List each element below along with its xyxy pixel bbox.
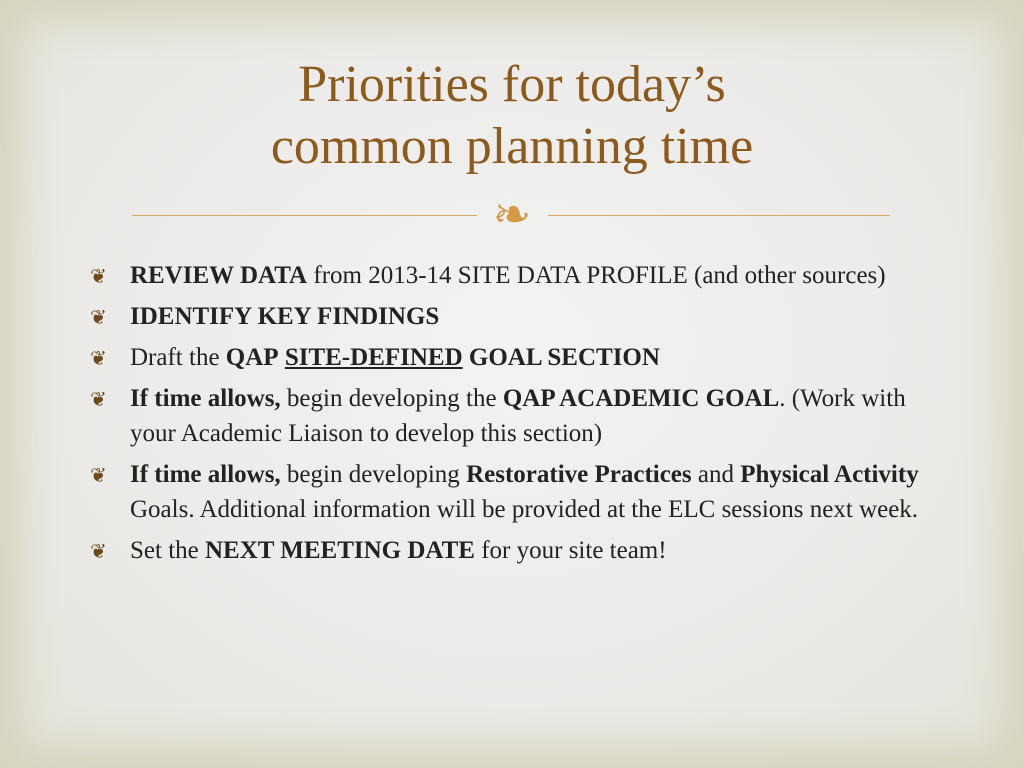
bullet-2-bold: IDENTIFY KEY FINDINGS bbox=[130, 303, 440, 330]
bullet-1-bold: REVIEW DATA bbox=[130, 262, 308, 289]
slide-title bbox=[0, 54, 1024, 178]
ornamental-leaf-bullet-icon: ❦ bbox=[90, 264, 107, 288]
ornamental-leaf-bullet-icon: ❦ bbox=[90, 539, 107, 563]
bullet-6-text-2: for your site team! bbox=[474, 537, 667, 564]
bullet-6-bold: NEXT MEETING DATE bbox=[205, 537, 475, 564]
ornamental-leaf-bullet-icon: ❦ bbox=[90, 463, 107, 487]
title-divider-right bbox=[548, 215, 890, 216]
title-line-2: common planning time bbox=[270, 118, 754, 175]
bullet-5-bold-1: If time allows, bbox=[130, 461, 281, 488]
list-item bbox=[90, 457, 950, 527]
title-line-1: Priorities for today’s bbox=[298, 56, 726, 113]
bullet-3-underlined: SITE-DEFINED bbox=[284, 344, 463, 371]
bullet-3-bold-1: QAP bbox=[225, 344, 279, 371]
bullet-5-text-2: and bbox=[691, 461, 741, 488]
list-item bbox=[90, 381, 950, 451]
bullet-4-text-1: begin developing the bbox=[280, 385, 503, 412]
list-item bbox=[90, 533, 950, 568]
list-item bbox=[90, 299, 950, 334]
bullet-1-text: from 2013-14 SITE DATA PROFILE (and other sources) bbox=[307, 262, 886, 289]
bullet-5-bold-3: Physical Activity bbox=[740, 461, 919, 488]
list-item bbox=[90, 258, 950, 293]
bullet-4-bold-1: If time allows, bbox=[130, 385, 281, 412]
bullet-list bbox=[90, 258, 950, 574]
bullet-5-bold-2: Restorative Practices bbox=[466, 461, 692, 488]
bullet-3-bold-2: GOAL SECTION bbox=[468, 344, 660, 371]
ornamental-leaf-bullet-icon: ❦ bbox=[90, 346, 107, 370]
title-divider-left bbox=[132, 215, 477, 216]
ornamental-leaf-bullet-icon: ❦ bbox=[90, 387, 107, 411]
list-item bbox=[90, 340, 950, 375]
bullet-6-text-1: Set the bbox=[130, 537, 205, 564]
ornamental-flourish-icon: ❧ bbox=[492, 187, 532, 241]
bullet-3-text-1: Draft the bbox=[130, 344, 226, 371]
bullet-5-text-1: begin developing bbox=[280, 461, 467, 488]
bullet-5-text-3: Goals. Additional information will be provided at the ELC sessions next week. bbox=[130, 496, 919, 523]
bullet-4-text-2: . (Work with your Academic Liaison to develop this section) bbox=[130, 385, 906, 447]
ornamental-leaf-bullet-icon: ❦ bbox=[90, 305, 107, 329]
bullet-4-bold-2: QAP ACADEMIC GOAL bbox=[502, 385, 780, 412]
